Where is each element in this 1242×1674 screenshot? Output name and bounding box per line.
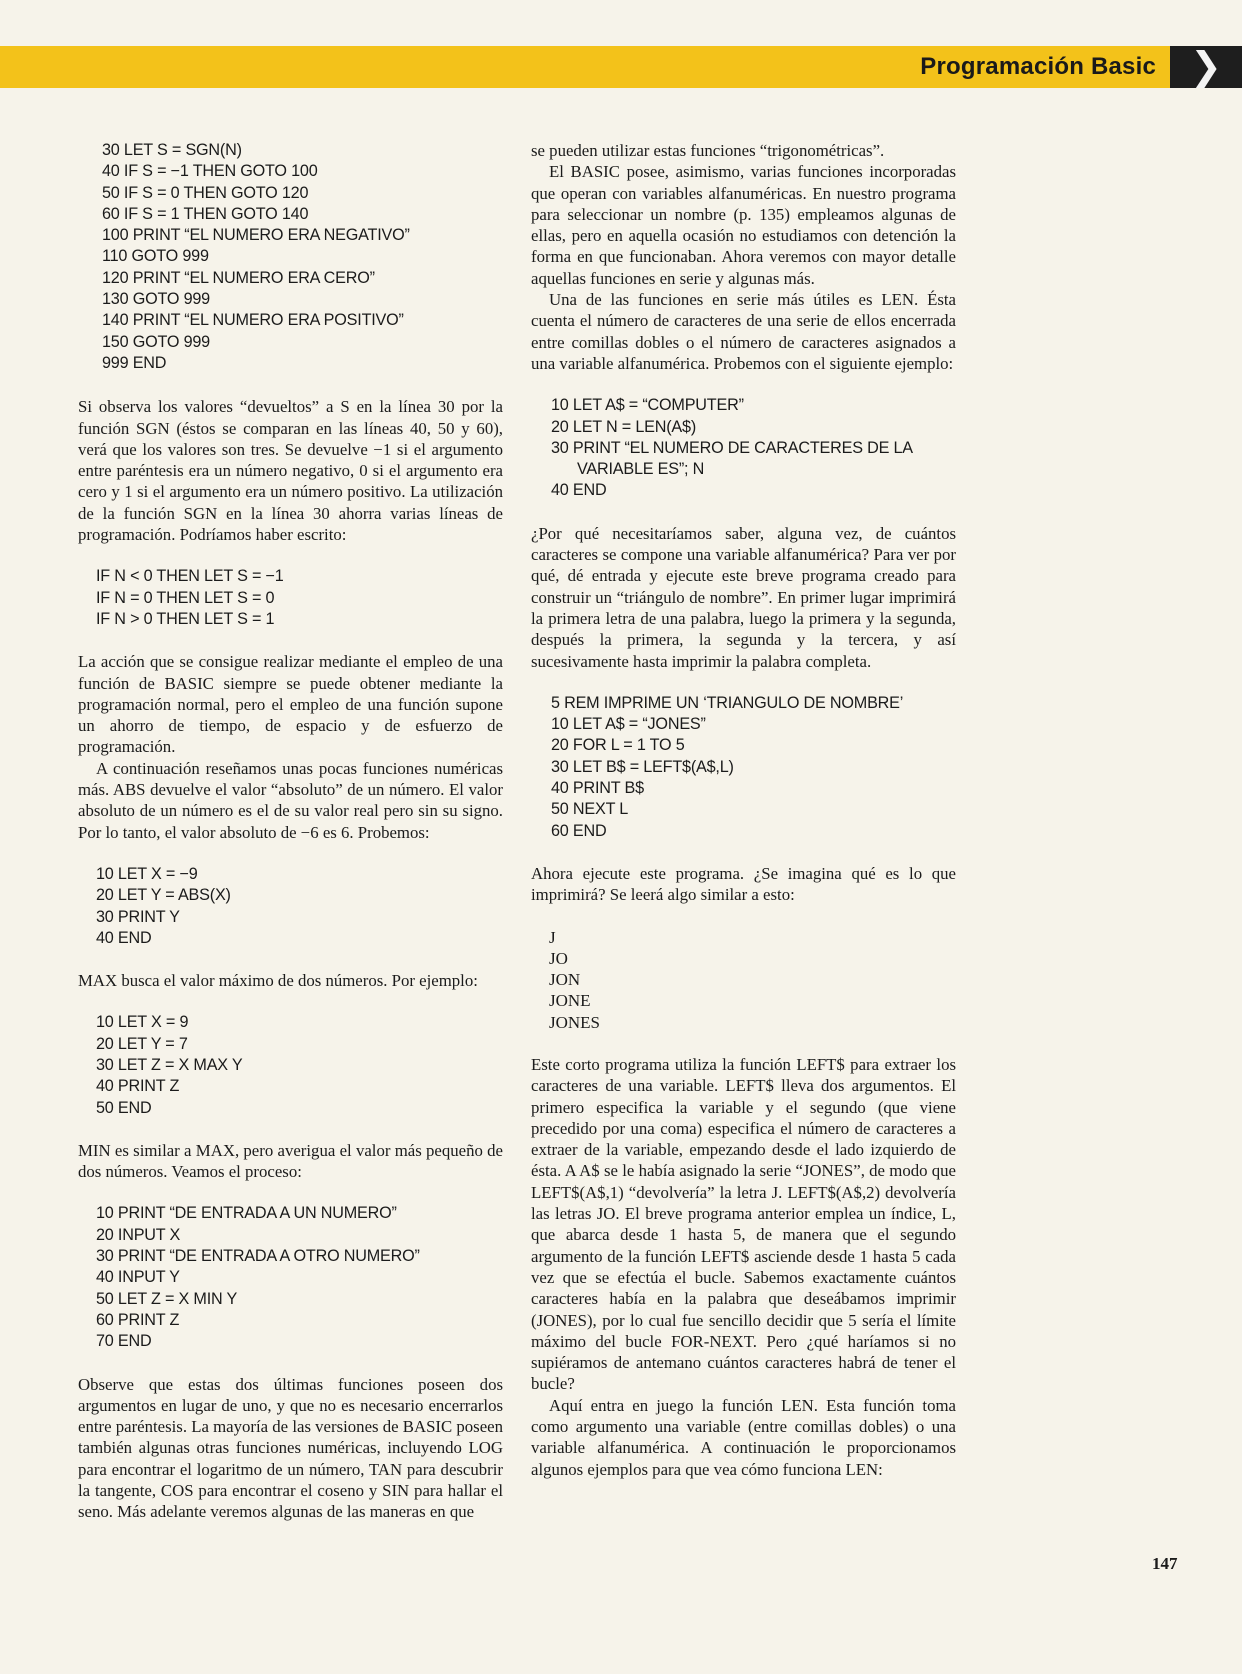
paragraph: Una de las funciones en serie más útiles es LEN. Ésta cuenta el número de caracteres de una serie de ellos encerrada entre comillas dobles o el número de caracteres asignados a una variable alfanumérica. Probemos con el siguiente ejemplo: — [531, 290, 956, 373]
right-column — [531, 140, 956, 1480]
code-line: 10 LET X = −9 — [96, 864, 198, 883]
code-line: VARIABLE ES”; N — [577, 460, 705, 479]
code-line: 20 INPUT X — [96, 1225, 181, 1244]
paragraph: se pueden utilizar estas funciones “trigonométricas”. — [531, 141, 885, 160]
code-line: 5 REM IMPRIME UN ‘TRIANGULO DE NOMBRE’ — [551, 693, 904, 712]
code-listing-if — [78, 566, 503, 630]
code-line: 130 GOTO 999 — [102, 290, 210, 309]
code-line: 60 END — [551, 821, 607, 840]
code-line: 20 LET Y = ABS(X) — [96, 886, 231, 905]
code-line: 40 PRINT Z — [96, 1077, 180, 1096]
code-line: 40 INPUT Y — [96, 1268, 180, 1287]
chevron-right-icon: ❯ — [1170, 46, 1242, 88]
code-line: 50 LET Z = X MIN Y — [96, 1289, 238, 1308]
code-line: 20 LET N = LEN(A$) — [551, 417, 697, 436]
code-line: 40 END — [96, 928, 152, 947]
code-line: 30 LET Z = X MAX Y — [96, 1055, 243, 1074]
code-line: IF N > 0 THEN LET S = 1 — [96, 609, 275, 628]
code-line: 20 FOR L = 1 TO 5 — [551, 736, 685, 755]
output-line: JON — [549, 970, 581, 990]
paragraph: Si observa los valores “devueltos” a S en la línea 30 por la función SGN (éstos se comparan en las líneas 40, 50 y 60), verá que los valores son tres. Se devuelve −1 si el argumento entre paréntesis era un número negativo, 0 si el argumento era cero y 1 si el argumento era un número positivo. La utilización de la función SGN en la línea 30 ahorra varias líneas de programación. Podríamos haber escrito: — [78, 397, 503, 545]
code-line: 40 IF S = −1 THEN GOTO 100 — [102, 162, 318, 181]
code-listing-min — [78, 1203, 503, 1352]
code-line: 999 END — [102, 353, 167, 372]
output-line: JONE — [549, 991, 591, 1011]
code-line: 30 LET S = SGN(N) — [102, 141, 242, 159]
code-line: 150 GOTO 999 — [102, 332, 210, 351]
code-listing-sgn — [78, 140, 503, 374]
paragraph: Este corto programa utiliza la función LEFT$ para extraer los caracteres de una variable. LEFT$ lleva dos argumentos. El primero especifica la variable y el segundo (que viene precedido por una coma) especifica el número de caracteres a extraer de la variable, empezando desde el lado izquierdo de ésta. A A$ se le había asignado la serie “JONES”, de modo que LEFT$(A$,1) “devolvería” la letra J. LEFT$(A$,2) devolvería las letras JO. El breve programa anterior emplea un índice, L, que abarca desde 1 hasta 5, de manera que el segundo argumento de la función LEFT$ asciende desde 1 hasta 5 cada vez que se efectúa el bucle. Sabemos exactamente cuántos caracteres había en la palabra que deseábamos imprimir (JONES), por lo cual fue sencillo decidir que 5 sería el límite máximo del bucle FOR-NEXT. Pero ¿qué haríamos si no supiéramos de antemano cuántos caracteres habrá de tener el bucle? — [531, 1054, 956, 1394]
paragraph: Observe que estas dos últimas funciones poseen dos argumentos en lugar de uno, y que no es necesario encerrarlos entre paréntesis. La mayoría de las versiones de BASIC poseen también algunas otras funciones numéricas, incluyendo LOG para encontrar el logaritmo de un número, TAN para descubrir la tangente, COS para encontrar el coseno y SIN para hallar el seno. Más adelante veremos algunas de las maneras en que — [78, 1374, 503, 1522]
code-line: 60 PRINT Z — [96, 1310, 180, 1329]
code-line: IF N < 0 THEN LET S = −1 — [96, 567, 284, 586]
paragraph: Ahora ejecute este programa. ¿Se imagina qué es lo que imprimirá? Se leerá algo similar a esto: — [531, 863, 956, 905]
code-line: 10 LET A$ = “COMPUTER” — [551, 396, 744, 415]
code-line: 70 END — [96, 1332, 152, 1351]
code-line: 50 IF S = 0 THEN GOTO 120 — [102, 183, 309, 202]
section-title: Programación Basic — [920, 53, 1156, 80]
code-line: 50 NEXT L — [551, 800, 629, 819]
code-line: 10 LET X = 9 — [96, 1013, 189, 1032]
output-line: JONES — [549, 1012, 601, 1032]
paragraph: Aquí entra en juego la función LEN. Esta función toma como argumento una variable (entre comillas dobles) o una variable alfanumérica. A continuación le proporcionamos algunos ejemplos para que vea cómo funciona LEN: — [531, 1395, 956, 1479]
paragraph: El BASIC posee, asimismo, varias funciones incorporadas que operan con variables alfanuméricas. En nuestro programa para seleccionar un nombre (p. 135) empleamos algunas de ellas, pero en aquella ocasión no estudiamos con detención la forma en que funcionaban. Ahora veremos con mayor detalle aquellas funciones en serie y algunas más. — [531, 162, 956, 288]
output-line: JO — [549, 948, 568, 968]
program-output — [531, 927, 956, 1033]
code-listing-triangle — [531, 693, 956, 842]
paragraph: MAX busca el valor máximo de dos números. Por ejemplo: — [78, 971, 478, 991]
left-column — [78, 140, 503, 1523]
paragraph: ¿Por qué necesitaríamos saber, alguna vez, de cuántos caracteres se compone una variable alfanumérica? Para ver por qué, dé entrada y ejecute este breve programa creado para construir un “triángulo de nombre”. En primer lugar imprimirá la primera letra de una palabra, luego la primera y la segunda, después la primera, la segunda y la tercera, y así sucesivamente hasta imprimir la palabra completa. — [531, 523, 956, 671]
paragraph: MIN es similar a MAX, pero averigua el valor más pequeño de dos números. Veamos el proceso: — [78, 1140, 503, 1182]
code-listing-len — [531, 395, 956, 501]
code-line: 20 LET Y = 7 — [96, 1034, 188, 1053]
code-line: 30 LET B$ = LEFT$(A$,L) — [551, 757, 734, 776]
code-line: 120 PRINT “EL NUMERO ERA CERO” — [102, 268, 375, 287]
code-line: 30 PRINT Y — [96, 907, 180, 926]
paragraph: La acción que se consigue realizar mediante el empleo de una función de BASIC siempre se puede obtener mediante la programación normal, pero el empleo de una función supone un ahorro de tiempo, de espacio y de esfuerzo de programación. — [78, 652, 503, 757]
code-line: 10 LET A$ = “JONES” — [551, 715, 706, 734]
code-line: 140 PRINT “EL NUMERO ERA POSITIVO” — [102, 311, 404, 330]
page-number: 147 — [1152, 1554, 1178, 1573]
code-line: 50 END — [96, 1098, 152, 1117]
code-line: 110 GOTO 999 — [102, 247, 209, 266]
code-line: 40 END — [551, 481, 607, 500]
code-line: IF N = 0 THEN LET S = 0 — [96, 588, 275, 607]
code-listing-abs — [78, 864, 503, 949]
paragraph: A continuación reseñamos unas pocas funciones numéricas más. ABS devuelve el valor “absoluto” de un número. El valor absoluto de un número es el de su valor real pero sin su signo. Por lo tanto, el valor absoluto de −6 es 6. Probemos: — [78, 758, 503, 842]
code-line: 40 PRINT B$ — [551, 779, 644, 798]
code-line: 100 PRINT “EL NUMERO ERA NEGATIVO” — [102, 226, 410, 245]
output-line: J — [549, 927, 556, 947]
code-line: 10 PRINT “DE ENTRADA A UN NUMERO” — [96, 1204, 397, 1223]
code-listing-max — [78, 1012, 503, 1118]
code-line: 60 IF S = 1 THEN GOTO 140 — [102, 204, 309, 223]
code-line: 30 PRINT “DE ENTRADA A OTRO NUMERO” — [96, 1247, 420, 1266]
code-line: 30 PRINT “EL NUMERO DE CARACTERES DE LA — [551, 438, 913, 457]
